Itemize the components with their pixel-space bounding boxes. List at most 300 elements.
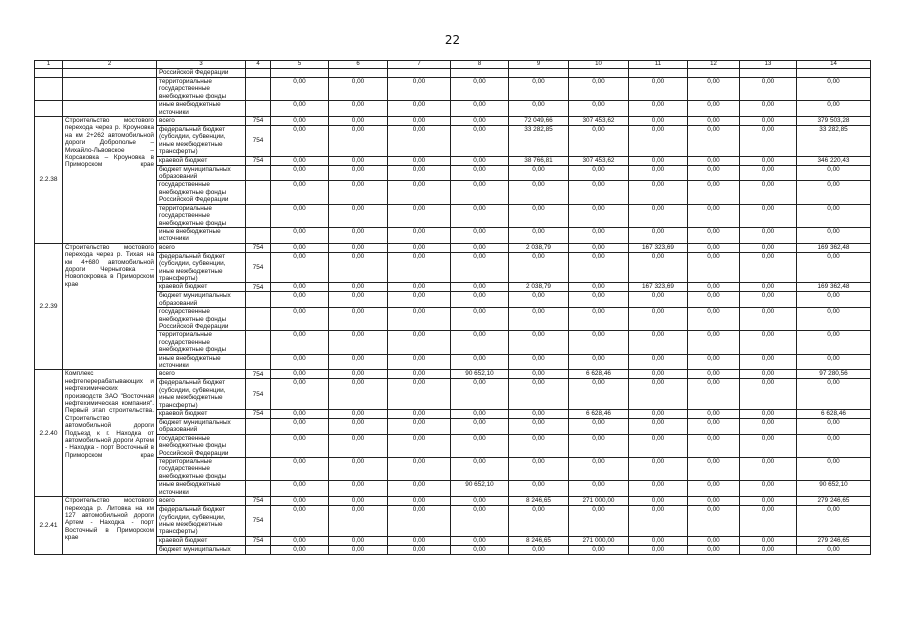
amount-cell: 0,00 bbox=[509, 481, 569, 497]
amount-cell: 0,00 bbox=[451, 410, 509, 419]
amount-cell: 0,00 bbox=[509, 204, 569, 227]
column-header-8: 8 bbox=[451, 61, 509, 69]
amount-cell: 271 000,00 bbox=[569, 497, 629, 506]
amount-cell: 2 038,79 bbox=[509, 243, 569, 252]
table-row bbox=[35, 370, 871, 379]
amount-cell: 0,00 bbox=[797, 181, 871, 204]
amount-cell: 0,00 bbox=[329, 419, 388, 435]
amount-cell: 0,00 bbox=[451, 458, 509, 481]
table-row bbox=[35, 331, 871, 354]
grbs-code-cell: 754 bbox=[246, 497, 271, 506]
amount-cell: 0,00 bbox=[271, 331, 329, 354]
amount-cell: 0,00 bbox=[451, 227, 509, 243]
amount-cell: 0,00 bbox=[509, 370, 569, 379]
amount-cell: 0,00 bbox=[271, 497, 329, 506]
amount-cell: 0,00 bbox=[451, 243, 509, 252]
amount-cell: 0,00 bbox=[688, 379, 740, 410]
amount-cell: 0,00 bbox=[688, 497, 740, 506]
amount-cell: 0,00 bbox=[451, 252, 509, 283]
amount-cell: 0,00 bbox=[740, 419, 797, 435]
amount-cell: 0,00 bbox=[388, 481, 451, 497]
table-row bbox=[35, 204, 871, 227]
amount-cell: 0,00 bbox=[271, 434, 329, 457]
amount-cell: 0,00 bbox=[688, 101, 740, 117]
funding-source-cell: краевой бюджет bbox=[157, 156, 246, 165]
amount-cell bbox=[688, 69, 740, 78]
amount-cell: 0,00 bbox=[629, 354, 688, 370]
amount-cell: 0,00 bbox=[569, 506, 629, 537]
amount-cell: 0,00 bbox=[629, 292, 688, 308]
table-row bbox=[35, 101, 871, 117]
item-name-cell: Строительство мостового перехода через р. Кроуновка на км 2+262 автомобильной дороги Доброполье – Михайло-Львовское – Корсаковка – Кроуновка в Приморском крае bbox=[63, 117, 157, 244]
amount-cell: 0,00 bbox=[740, 536, 797, 545]
amount-cell: 0,00 bbox=[388, 78, 451, 101]
amount-cell: 0,00 bbox=[740, 227, 797, 243]
item-name-cell: Комплекс нефтеперерабатывающих и нефтехимических производств ЗАО "Восточная нефтехимическая компания". Первый этап строительства. Строительство автомобильной дороги Подъезд к г. Находка от автомобильной дороги Артем - Находка - порт Восточный в Приморском крае bbox=[63, 370, 157, 497]
amount-cell: 0,00 bbox=[329, 126, 388, 157]
grbs-code-cell: 754 bbox=[246, 370, 271, 379]
amount-cell bbox=[740, 69, 797, 78]
amount-cell: 0,00 bbox=[629, 458, 688, 481]
grbs-code-cell bbox=[246, 69, 271, 78]
amount-cell: 346 220,43 bbox=[797, 156, 871, 165]
table-row bbox=[35, 227, 871, 243]
amount-cell: 0,00 bbox=[329, 331, 388, 354]
amount-cell: 0,00 bbox=[629, 252, 688, 283]
amount-cell: 307 453,62 bbox=[569, 156, 629, 165]
amount-cell: 0,00 bbox=[688, 117, 740, 126]
amount-cell: 0,00 bbox=[509, 331, 569, 354]
amount-cell: 167 323,69 bbox=[629, 283, 688, 292]
amount-cell bbox=[569, 69, 629, 78]
amount-cell: 38 766,81 bbox=[509, 156, 569, 165]
amount-cell: 0,00 bbox=[509, 354, 569, 370]
amount-cell: 0,00 bbox=[271, 204, 329, 227]
amount-cell: 0,00 bbox=[271, 410, 329, 419]
amount-cell: 0,00 bbox=[388, 497, 451, 506]
column-header-11: 11 bbox=[629, 61, 688, 69]
column-header-13: 13 bbox=[740, 61, 797, 69]
amount-cell: 0,00 bbox=[740, 117, 797, 126]
column-header-1: 1 bbox=[35, 61, 63, 69]
amount-cell: 0,00 bbox=[271, 308, 329, 331]
funding-source-cell: краевой бюджет bbox=[157, 410, 246, 419]
item-name-cell bbox=[63, 69, 157, 78]
table-row bbox=[35, 117, 871, 126]
amount-cell: 0,00 bbox=[329, 292, 388, 308]
amount-cell: 0,00 bbox=[688, 536, 740, 545]
amount-cell: 0,00 bbox=[797, 308, 871, 331]
amount-cell: 0,00 bbox=[451, 506, 509, 537]
table-row bbox=[35, 458, 871, 481]
table-row bbox=[35, 156, 871, 165]
page-number: 22 bbox=[444, 33, 461, 47]
amount-cell: 0,00 bbox=[451, 434, 509, 457]
funding-source-cell: федеральный бюджет (субсидии, субвенции, иные межбюджетные трансферты) bbox=[157, 506, 246, 537]
amount-cell: 2 038,79 bbox=[509, 283, 569, 292]
amount-cell: 0,00 bbox=[629, 379, 688, 410]
amount-cell: 0,00 bbox=[569, 481, 629, 497]
amount-cell: 0,00 bbox=[569, 379, 629, 410]
amount-cell bbox=[629, 69, 688, 78]
item-code-cell: 2.2.38 bbox=[35, 117, 63, 244]
item-code-cell: 2.2.40 bbox=[35, 370, 63, 497]
grbs-code-cell: 754 bbox=[246, 506, 271, 537]
amount-cell: 0,00 bbox=[329, 117, 388, 126]
amount-cell: 169 362,48 bbox=[797, 243, 871, 252]
amount-cell: 0,00 bbox=[329, 481, 388, 497]
amount-cell: 0,00 bbox=[740, 379, 797, 410]
amount-cell: 0,00 bbox=[451, 545, 509, 554]
amount-cell: 0,00 bbox=[388, 379, 451, 410]
amount-cell: 0,00 bbox=[740, 101, 797, 117]
item-code-cell bbox=[35, 101, 63, 117]
funding-source-cell: территориальные государственные внебюджетные фонды bbox=[157, 458, 246, 481]
amount-cell: 0,00 bbox=[271, 506, 329, 537]
amount-cell: 0,00 bbox=[271, 354, 329, 370]
amount-cell: 0,00 bbox=[271, 458, 329, 481]
grbs-code-cell bbox=[246, 481, 271, 497]
item-code-cell bbox=[35, 69, 63, 78]
amount-cell: 0,00 bbox=[509, 410, 569, 419]
table-row bbox=[35, 69, 871, 78]
amount-cell bbox=[797, 69, 871, 78]
amount-cell: 0,00 bbox=[329, 497, 388, 506]
amount-cell: 0,00 bbox=[451, 331, 509, 354]
amount-cell: 0,00 bbox=[451, 204, 509, 227]
amount-cell: 0,00 bbox=[688, 458, 740, 481]
amount-cell: 0,00 bbox=[629, 481, 688, 497]
amount-cell: 0,00 bbox=[740, 126, 797, 157]
table-row bbox=[35, 292, 871, 308]
amount-cell: 0,00 bbox=[388, 410, 451, 419]
amount-cell: 0,00 bbox=[569, 243, 629, 252]
amount-cell: 0,00 bbox=[329, 165, 388, 181]
amount-cell: 0,00 bbox=[740, 204, 797, 227]
amount-cell: 0,00 bbox=[688, 370, 740, 379]
amount-cell: 0,00 bbox=[569, 458, 629, 481]
amount-cell: 0,00 bbox=[569, 181, 629, 204]
amount-cell: 0,00 bbox=[329, 545, 388, 554]
amount-cell: 0,00 bbox=[740, 370, 797, 379]
column-header-12: 12 bbox=[688, 61, 740, 69]
amount-cell: 0,00 bbox=[740, 434, 797, 457]
amount-cell: 0,00 bbox=[688, 126, 740, 157]
table-row bbox=[35, 497, 871, 506]
table-row bbox=[35, 126, 871, 157]
amount-cell: 8 246,65 bbox=[509, 536, 569, 545]
amount-cell: 0,00 bbox=[329, 252, 388, 283]
grbs-code-cell: 754 bbox=[246, 156, 271, 165]
amount-cell: 0,00 bbox=[451, 308, 509, 331]
amount-cell: 0,00 bbox=[569, 354, 629, 370]
funding-source-cell: федеральный бюджет (субсидии, субвенции, иные межбюджетные трансферты) bbox=[157, 379, 246, 410]
amount-cell: 0,00 bbox=[688, 354, 740, 370]
amount-cell: 6 628,46 bbox=[797, 410, 871, 419]
amount-cell: 169 362,48 bbox=[797, 283, 871, 292]
amount-cell: 0,00 bbox=[629, 227, 688, 243]
funding-source-cell: всего bbox=[157, 117, 246, 126]
table-row bbox=[35, 481, 871, 497]
amount-cell: 0,00 bbox=[569, 252, 629, 283]
amount-cell: 0,00 bbox=[797, 101, 871, 117]
amount-cell: 0,00 bbox=[688, 308, 740, 331]
amount-cell: 0,00 bbox=[329, 410, 388, 419]
amount-cell: 0,00 bbox=[740, 165, 797, 181]
amount-cell: 0,00 bbox=[388, 101, 451, 117]
column-header-3: 3 bbox=[157, 61, 246, 69]
grbs-code-cell bbox=[246, 227, 271, 243]
funding-source-cell: бюджет муниципальных образований bbox=[157, 292, 246, 308]
item-name-cell: Строительство мостового перехода через р. Тихая на км 4+680 автомобильной дороги Черныговка – Новопокровка в Приморском крае bbox=[63, 243, 157, 370]
amount-cell: 0,00 bbox=[388, 458, 451, 481]
amount-cell: 0,00 bbox=[797, 331, 871, 354]
budget-table bbox=[34, 60, 871, 555]
amount-cell: 0,00 bbox=[688, 204, 740, 227]
funding-source-cell: бюджет муниципальных bbox=[157, 545, 246, 554]
amount-cell: 0,00 bbox=[688, 434, 740, 457]
amount-cell: 0,00 bbox=[388, 354, 451, 370]
amount-cell: 0,00 bbox=[740, 283, 797, 292]
amount-cell: 0,00 bbox=[688, 156, 740, 165]
amount-cell: 90 652,10 bbox=[451, 481, 509, 497]
amount-cell: 0,00 bbox=[797, 354, 871, 370]
amount-cell: 0,00 bbox=[509, 181, 569, 204]
funding-source-cell: территориальные государственные внебюджетные фонды bbox=[157, 204, 246, 227]
amount-cell: 0,00 bbox=[451, 497, 509, 506]
amount-cell: 90 652,10 bbox=[797, 481, 871, 497]
amount-cell: 0,00 bbox=[629, 506, 688, 537]
amount-cell: 0,00 bbox=[629, 181, 688, 204]
amount-cell: 0,00 bbox=[271, 243, 329, 252]
amount-cell: 0,00 bbox=[388, 156, 451, 165]
amount-cell: 0,00 bbox=[740, 331, 797, 354]
amount-cell: 0,00 bbox=[388, 204, 451, 227]
table-row bbox=[35, 410, 871, 419]
amount-cell: 0,00 bbox=[569, 101, 629, 117]
amount-cell: 271 000,00 bbox=[569, 536, 629, 545]
amount-cell: 0,00 bbox=[329, 101, 388, 117]
amount-cell: 0,00 bbox=[629, 536, 688, 545]
amount-cell: 0,00 bbox=[688, 481, 740, 497]
funding-source-cell: всего bbox=[157, 243, 246, 252]
amount-cell: 0,00 bbox=[797, 419, 871, 435]
amount-cell: 0,00 bbox=[740, 78, 797, 101]
amount-cell: 0,00 bbox=[329, 370, 388, 379]
amount-cell: 90 652,10 bbox=[451, 370, 509, 379]
amount-cell: 0,00 bbox=[569, 331, 629, 354]
amount-cell: 0,00 bbox=[271, 481, 329, 497]
amount-cell: 0,00 bbox=[388, 243, 451, 252]
amount-cell: 0,00 bbox=[629, 410, 688, 419]
amount-cell: 0,00 bbox=[688, 181, 740, 204]
funding-source-cell: бюджет муниципальных образований bbox=[157, 165, 246, 181]
column-header-9: 9 bbox=[509, 61, 569, 69]
amount-cell: 0,00 bbox=[797, 252, 871, 283]
item-name-cell bbox=[63, 101, 157, 117]
amount-cell: 0,00 bbox=[569, 419, 629, 435]
item-code-cell bbox=[35, 78, 63, 101]
item-name-cell: Строительство мостового перехода р. Литовка на км 127 автомобильной дороги Артем - Находка - порт Восточный в Приморском крае bbox=[63, 497, 157, 555]
amount-cell: 0,00 bbox=[329, 354, 388, 370]
amount-cell: 72 049,66 bbox=[509, 117, 569, 126]
grbs-code-cell bbox=[246, 292, 271, 308]
amount-cell: 0,00 bbox=[740, 545, 797, 554]
amount-cell: 0,00 bbox=[688, 419, 740, 435]
amount-cell: 0,00 bbox=[688, 292, 740, 308]
funding-source-cell: бюджет муниципальных образований bbox=[157, 419, 246, 435]
amount-cell: 0,00 bbox=[509, 434, 569, 457]
amount-cell: 0,00 bbox=[797, 545, 871, 554]
amount-cell: 0,00 bbox=[329, 379, 388, 410]
amount-cell: 307 453,62 bbox=[569, 117, 629, 126]
amount-cell: 0,00 bbox=[271, 126, 329, 157]
amount-cell: 0,00 bbox=[329, 204, 388, 227]
amount-cell: 0,00 bbox=[509, 101, 569, 117]
amount-cell: 0,00 bbox=[451, 126, 509, 157]
amount-cell: 0,00 bbox=[451, 101, 509, 117]
amount-cell: 0,00 bbox=[797, 434, 871, 457]
table-row bbox=[35, 165, 871, 181]
amount-cell: 0,00 bbox=[509, 227, 569, 243]
amount-cell: 0,00 bbox=[688, 283, 740, 292]
amount-cell: 0,00 bbox=[329, 506, 388, 537]
amount-cell: 0,00 bbox=[509, 379, 569, 410]
amount-cell: 0,00 bbox=[329, 243, 388, 252]
grbs-code-cell bbox=[246, 101, 271, 117]
amount-cell: 0,00 bbox=[688, 165, 740, 181]
amount-cell: 0,00 bbox=[688, 545, 740, 554]
amount-cell: 0,00 bbox=[451, 117, 509, 126]
amount-cell: 0,00 bbox=[271, 545, 329, 554]
amount-cell: 0,00 bbox=[740, 156, 797, 165]
amount-cell: 0,00 bbox=[740, 506, 797, 537]
amount-cell: 0,00 bbox=[740, 252, 797, 283]
amount-cell: 0,00 bbox=[569, 227, 629, 243]
amount-cell: 0,00 bbox=[688, 78, 740, 101]
funding-source-cell: федеральный бюджет (субсидии, субвенции, иные межбюджетные трансферты) bbox=[157, 252, 246, 283]
amount-cell: 0,00 bbox=[629, 331, 688, 354]
amount-cell: 0,00 bbox=[509, 252, 569, 283]
funding-source-cell: всего bbox=[157, 370, 246, 379]
grbs-code-cell bbox=[246, 419, 271, 435]
funding-source-cell: иные внебюджетные источники bbox=[157, 227, 246, 243]
table-row bbox=[35, 419, 871, 435]
amount-cell: 0,00 bbox=[329, 283, 388, 292]
amount-cell: 0,00 bbox=[740, 458, 797, 481]
funding-source-cell: краевой бюджет bbox=[157, 536, 246, 545]
amount-cell: 0,00 bbox=[688, 243, 740, 252]
amount-cell: 0,00 bbox=[271, 283, 329, 292]
amount-cell: 33 282,85 bbox=[797, 126, 871, 157]
amount-cell: 0,00 bbox=[451, 156, 509, 165]
table-row bbox=[35, 308, 871, 331]
amount-cell: 0,00 bbox=[451, 419, 509, 435]
amount-cell: 0,00 bbox=[271, 101, 329, 117]
amount-cell: 0,00 bbox=[388, 165, 451, 181]
amount-cell: 0,00 bbox=[271, 165, 329, 181]
amount-cell: 0,00 bbox=[451, 292, 509, 308]
amount-cell: 0,00 bbox=[271, 78, 329, 101]
amount-cell: 0,00 bbox=[271, 227, 329, 243]
amount-cell: 0,00 bbox=[569, 78, 629, 101]
amount-cell: 0,00 bbox=[569, 204, 629, 227]
amount-cell: 0,00 bbox=[451, 536, 509, 545]
amount-cell: 0,00 bbox=[271, 181, 329, 204]
amount-cell: 0,00 bbox=[740, 497, 797, 506]
funding-source-cell: государственные внебюджетные фонды Российской Федерации bbox=[157, 181, 246, 204]
column-header-6: 6 bbox=[329, 61, 388, 69]
amount-cell: 0,00 bbox=[629, 419, 688, 435]
funding-source-cell: краевой бюджет bbox=[157, 283, 246, 292]
item-code-cell: 2.2.41 bbox=[35, 497, 63, 555]
amount-cell: 0,00 bbox=[797, 227, 871, 243]
amount-cell: 0,00 bbox=[271, 292, 329, 308]
amount-cell: 0,00 bbox=[329, 458, 388, 481]
amount-cell: 0,00 bbox=[688, 506, 740, 537]
amount-cell: 0,00 bbox=[688, 410, 740, 419]
column-header-10: 10 bbox=[569, 61, 629, 69]
table-row bbox=[35, 252, 871, 283]
amount-cell: 0,00 bbox=[629, 545, 688, 554]
amount-cell: 0,00 bbox=[688, 331, 740, 354]
amount-cell: 0,00 bbox=[329, 434, 388, 457]
grbs-code-cell bbox=[246, 181, 271, 204]
column-header-5: 5 bbox=[271, 61, 329, 69]
amount-cell: 0,00 bbox=[569, 434, 629, 457]
amount-cell: 8 246,65 bbox=[509, 497, 569, 506]
amount-cell: 279 246,65 bbox=[797, 536, 871, 545]
amount-cell: 0,00 bbox=[509, 506, 569, 537]
amount-cell: 0,00 bbox=[451, 78, 509, 101]
amount-cell: 0,00 bbox=[629, 434, 688, 457]
grbs-code-cell bbox=[246, 204, 271, 227]
table-row bbox=[35, 243, 871, 252]
amount-cell: 0,00 bbox=[271, 370, 329, 379]
amount-cell: 0,00 bbox=[329, 308, 388, 331]
funding-source-cell: иные внебюджетные источники bbox=[157, 354, 246, 370]
amount-cell bbox=[451, 69, 509, 78]
amount-cell: 0,00 bbox=[271, 156, 329, 165]
amount-cell: 0,00 bbox=[509, 78, 569, 101]
amount-cell: 0,00 bbox=[388, 545, 451, 554]
amount-cell: 0,00 bbox=[388, 434, 451, 457]
amount-cell: 0,00 bbox=[629, 308, 688, 331]
amount-cell: 0,00 bbox=[629, 117, 688, 126]
grbs-code-cell: 754 bbox=[246, 410, 271, 419]
amount-cell: 0,00 bbox=[509, 458, 569, 481]
amount-cell: 0,00 bbox=[629, 497, 688, 506]
amount-cell: 0,00 bbox=[509, 165, 569, 181]
amount-cell: 167 323,69 bbox=[629, 243, 688, 252]
amount-cell: 0,00 bbox=[388, 292, 451, 308]
amount-cell: 0,00 bbox=[629, 156, 688, 165]
amount-cell: 0,00 bbox=[271, 536, 329, 545]
amount-cell: 0,00 bbox=[629, 204, 688, 227]
grbs-code-cell bbox=[246, 308, 271, 331]
amount-cell: 0,00 bbox=[569, 308, 629, 331]
table-row bbox=[35, 283, 871, 292]
amount-cell: 0,00 bbox=[629, 165, 688, 181]
amount-cell: 0,00 bbox=[388, 370, 451, 379]
amount-cell: 0,00 bbox=[688, 227, 740, 243]
amount-cell: 0,00 bbox=[797, 458, 871, 481]
grbs-code-cell: 754 bbox=[246, 117, 271, 126]
amount-cell: 0,00 bbox=[451, 165, 509, 181]
amount-cell bbox=[271, 69, 329, 78]
grbs-code-cell bbox=[246, 354, 271, 370]
funding-source-cell: федеральный бюджет (субсидии, субвенции, иные межбюджетные трансферты) bbox=[157, 126, 246, 157]
